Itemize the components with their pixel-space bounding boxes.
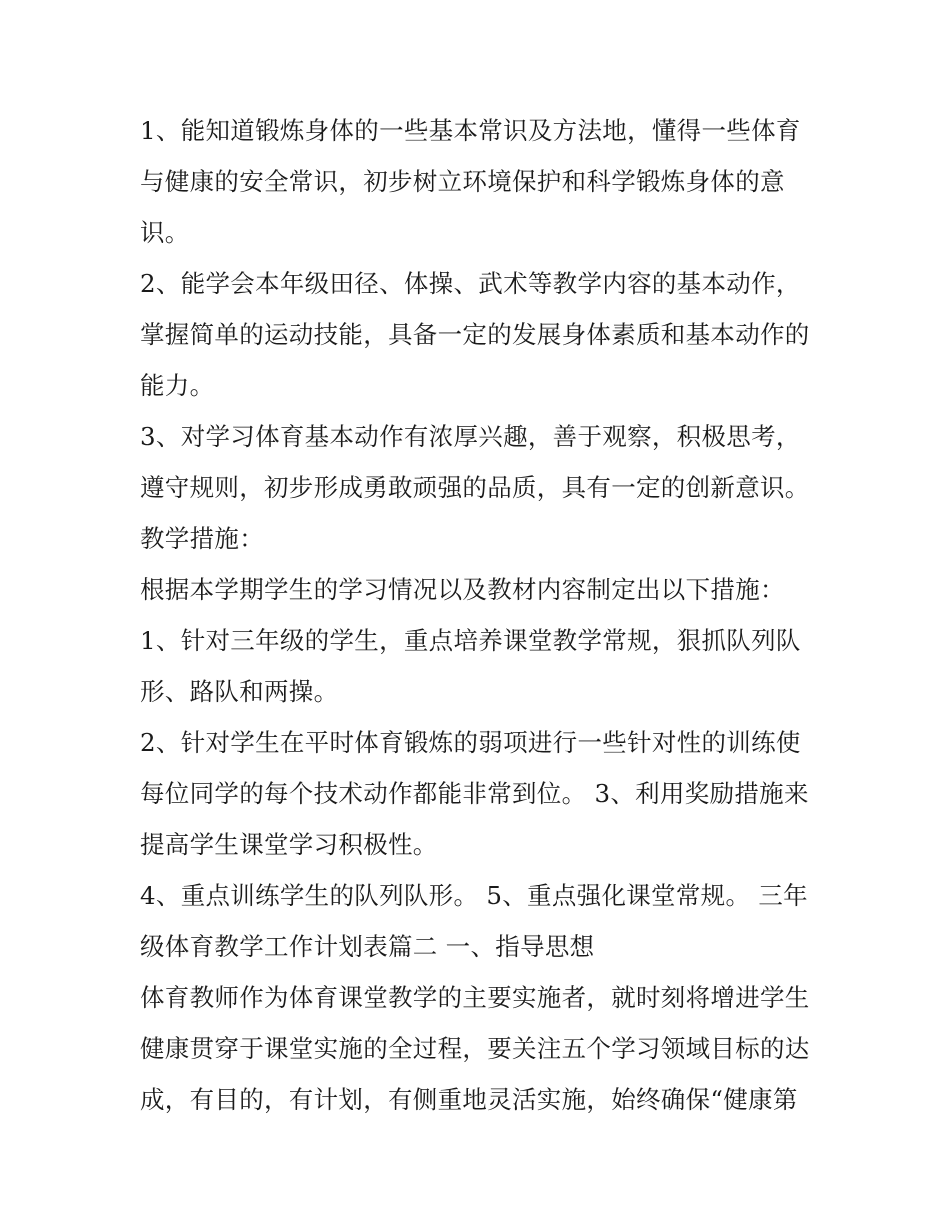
- text-line: 每位同学的每个技术动作都能非常到位。 3、利用奖励措施来: [140, 779, 809, 808]
- text-line: 能力。: [140, 371, 215, 400]
- text-line: 体育教师作为体育课堂教学的主要实施者，就时刻将增进学生: [140, 983, 810, 1012]
- text-line: 4、重点训练学生的队列队形。 5、重点强化课堂常规。 三年: [140, 881, 808, 910]
- text-line: 提高学生课堂学习积极性。: [140, 830, 438, 859]
- text-line: 健康贯穿于课堂实施的全过程，要关注五个学习领域目标的达: [140, 1034, 810, 1063]
- text-line: 根据本学期学生的学习情况以及教材内容制定出以下措施：: [140, 575, 785, 604]
- text-line: 级体育教学工作计划表篇二 一、指导思想: [140, 932, 595, 961]
- text-line: 2、能学会本年级田径、体操、武术等教学内容的基本动作，: [140, 269, 801, 298]
- text-line: 识。: [140, 218, 190, 247]
- text-line: 成，有目的，有计划，有侧重地灵活实施，始终确保“健康第: [140, 1085, 798, 1114]
- text-line: 掌握简单的运动技能，具备一定的发展身体素质和基本动作的: [140, 320, 810, 349]
- text-line: 3、对学习体育基本动作有浓厚兴趣，善于观察，积极思考，: [140, 422, 801, 451]
- text-line: 1、能知道锻炼身体的一些基本常识及方法地，懂得一些体育: [140, 116, 801, 145]
- section-heading: 教学措施：: [140, 524, 264, 553]
- document-body: [140, 105, 830, 1125]
- text-line: 与健康的安全常识，初步树立环境保护和科学锻炼身体的意: [140, 167, 785, 196]
- text-line: 2、针对学生在平时体育锻炼的弱项进行一些针对性的训练使: [140, 728, 801, 757]
- text-line: 1、针对三年级的学生，重点培养课堂教学常规，狠抓队列队: [140, 626, 801, 655]
- text-line: 遵守规则，初步形成勇敢顽强的品质，具有一定的创新意识。: [140, 473, 810, 502]
- text-line: 形、路队和两操。: [140, 677, 339, 706]
